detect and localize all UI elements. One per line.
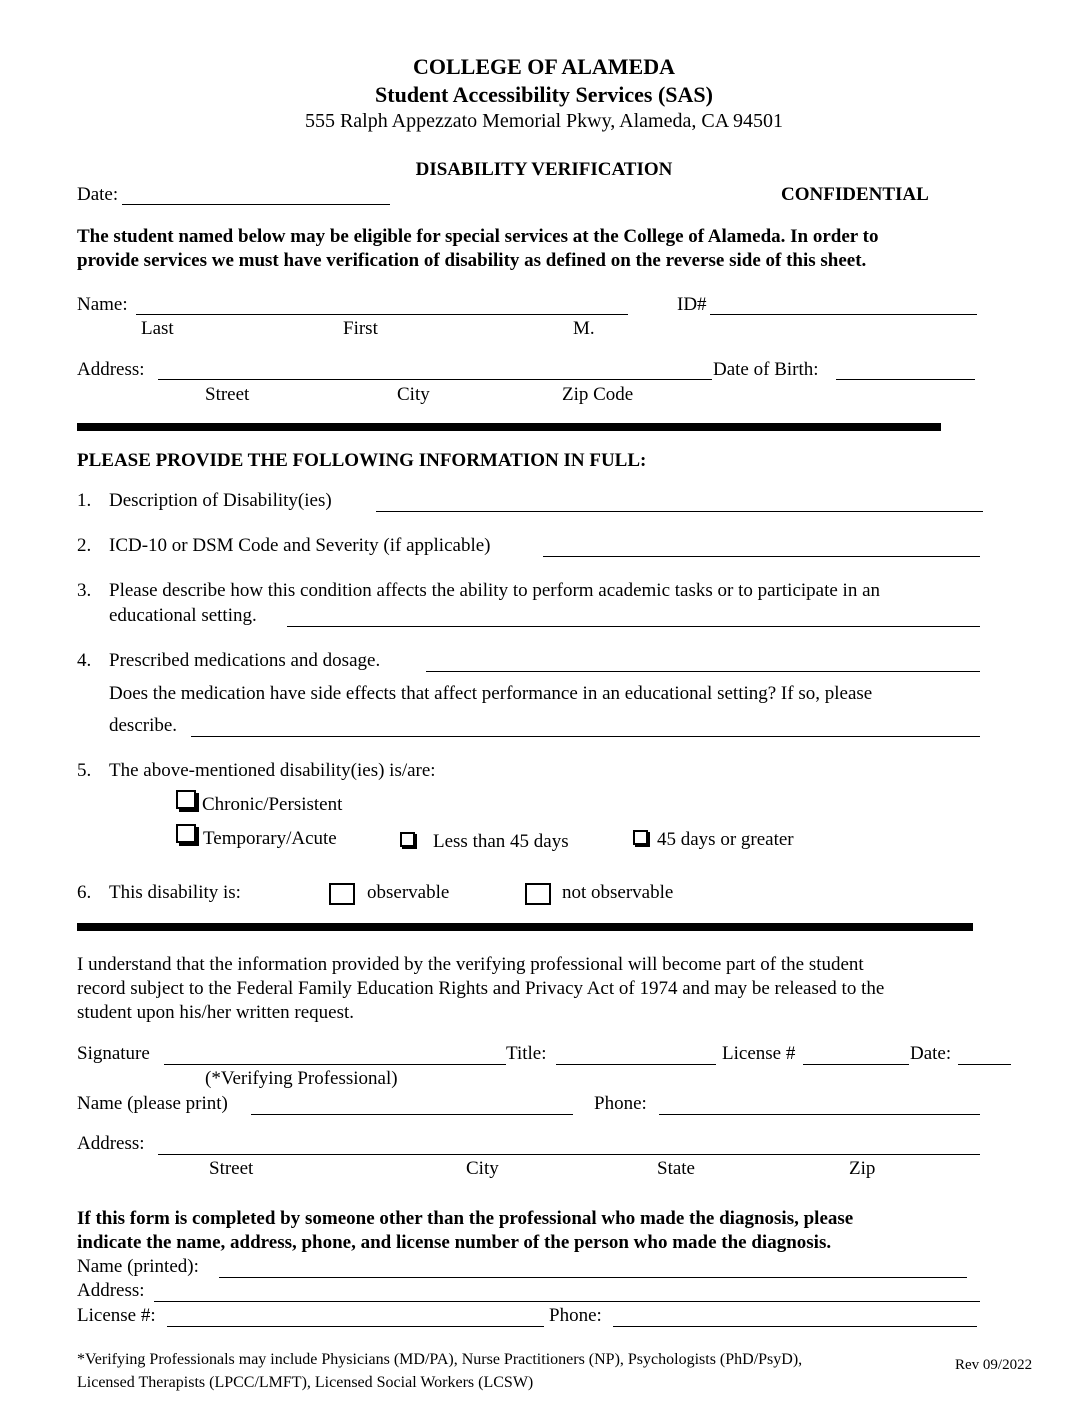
- sub-label-last: Last: [141, 318, 174, 339]
- temporary-label: Temporary/Acute: [203, 828, 337, 849]
- other-license-field[interactable]: [167, 1326, 544, 1327]
- sub-label-city: City: [397, 384, 430, 405]
- q2-number: 2.: [77, 535, 92, 556]
- sub-label-first: First: [343, 318, 378, 339]
- not-observable-label: not observable: [562, 882, 674, 903]
- consent-line-1: I understand that the information provided by the verifying professional will become part of the student: [77, 954, 864, 975]
- temporary-checkbox[interactable]: [176, 824, 196, 843]
- other-license-label: License #:: [77, 1305, 156, 1326]
- q4-field[interactable]: [426, 671, 980, 672]
- other-address-label: Address:: [77, 1280, 145, 1301]
- q3-field[interactable]: [287, 626, 980, 627]
- student-address-field[interactable]: [158, 379, 712, 380]
- student-id-field[interactable]: [710, 314, 977, 315]
- q4-sub-line-1: Does the medication have side effects that affect performance in an educational setting? If so, please: [109, 683, 873, 704]
- other-phone-label: Phone:: [549, 1305, 602, 1326]
- signature-label: Signature: [77, 1043, 150, 1064]
- q5-label: The above-mentioned disability(ies) is/are:: [109, 760, 436, 781]
- title-field[interactable]: [556, 1064, 716, 1065]
- section-heading: PLEASE PROVIDE THE FOLLOWING INFORMATION IN FULL:: [77, 450, 647, 471]
- chronic-checkbox[interactable]: [176, 790, 196, 809]
- revision-label: Rev 09/2022: [955, 1357, 1033, 1373]
- professional-sub-city: City: [466, 1158, 499, 1179]
- q3-number: 3.: [77, 580, 92, 601]
- license-field[interactable]: [803, 1064, 909, 1065]
- other-phone-field[interactable]: [613, 1326, 977, 1327]
- student-address-label: Address:: [77, 359, 145, 380]
- date-label: Date:: [77, 184, 119, 205]
- professional-address-label: Address:: [77, 1133, 145, 1154]
- observable-checkbox[interactable]: [329, 883, 355, 905]
- q6-number: 6.: [77, 882, 92, 903]
- 45-days-or-greater-label: 45 days or greater: [657, 829, 794, 850]
- q1-label: Description of Disability(ies): [109, 490, 332, 511]
- intro-line-2: provide services we must have verification of disability as defined on the reverse side of this sheet.: [77, 250, 867, 271]
- observable-label: observable: [367, 882, 450, 903]
- q3-label-line-1: Please describe how this condition affects the ability to perform academic tasks or to participate in an: [109, 580, 881, 601]
- other-name-field[interactable]: [219, 1277, 967, 1278]
- professional-phone-label: Phone:: [594, 1093, 647, 1114]
- professional-address-field[interactable]: [158, 1154, 980, 1155]
- professional-name-label: Name (please print): [77, 1093, 228, 1114]
- form-title: DISABILITY VERIFICATION: [415, 159, 673, 180]
- other-note-line-1: If this form is completed by someone other than the professional who made the diagnosis, please: [77, 1208, 854, 1229]
- professional-sub-street: Street: [209, 1158, 254, 1179]
- signature-field[interactable]: [164, 1064, 506, 1065]
- student-id-label: ID#: [677, 294, 707, 315]
- q1-number: 1.: [77, 490, 92, 511]
- professional-phone-field[interactable]: [659, 1114, 980, 1115]
- intro-line-1: The student named below may be eligible for special services at the College of Alameda. In order to: [77, 226, 879, 247]
- license-label: License #: [722, 1043, 796, 1064]
- footer-note-line-1: *Verifying Professionals may include Physicians (MD/PA), Nurse Practitioners (NP), Psychologists (PhD/PsyD),: [77, 1351, 803, 1368]
- other-address-field[interactable]: [154, 1301, 980, 1302]
- q4-side-effects-field[interactable]: [191, 736, 980, 737]
- less-than-45-days-checkbox[interactable]: [400, 832, 415, 847]
- q2-field[interactable]: [543, 556, 980, 557]
- other-name-label: Name (printed):: [77, 1256, 199, 1277]
- date-field[interactable]: [122, 204, 390, 205]
- 45-days-or-greater-checkbox[interactable]: [633, 830, 648, 845]
- less-than-45-days-label: Less than 45 days: [433, 831, 569, 852]
- sub-label-zip: Zip Code: [562, 384, 634, 405]
- dob-field[interactable]: [836, 379, 975, 380]
- q4-label: Prescribed medications and dosage.: [109, 650, 381, 671]
- q6-label: This disability is:: [109, 882, 241, 903]
- sub-label-middle: M.: [573, 318, 595, 339]
- signature-date-field[interactable]: [958, 1064, 1011, 1065]
- dob-label: Date of Birth:: [713, 359, 819, 380]
- professional-name-field[interactable]: [251, 1114, 573, 1115]
- q4-number: 4.: [77, 650, 92, 671]
- q5-number: 5.: [77, 760, 92, 781]
- title-label: Title:: [506, 1043, 547, 1064]
- consent-line-2: record subject to the Federal Family Education Rights and Privacy Act of 1974 and may be released to the: [77, 978, 885, 999]
- verifying-professional-note: (*Verifying Professional): [205, 1068, 398, 1089]
- footer-note-line-2: Licensed Therapists (LPCC/LMFT), Licensed Social Workers (LCSW): [77, 1374, 534, 1391]
- confidential-label: CONFIDENTIAL: [781, 184, 929, 205]
- professional-sub-state: State: [657, 1158, 695, 1179]
- signature-date-label: Date:: [910, 1043, 952, 1064]
- other-note-line-2: indicate the name, address, phone, and license number of the person who made the diagnosis.: [77, 1232, 832, 1253]
- student-name-field[interactable]: [136, 314, 628, 315]
- student-name-label: Name:: [77, 294, 128, 315]
- section-divider: [77, 423, 941, 431]
- chronic-label: Chronic/Persistent: [202, 794, 343, 815]
- department-name: Student Accessibility Services (SAS): [375, 82, 713, 107]
- department-address: 555 Ralph Appezzato Memorial Pkwy, Alameda, CA 94501: [304, 110, 784, 132]
- q4-sub-line-2: describe.: [109, 715, 178, 736]
- section-divider-2: [77, 923, 973, 931]
- q1-field[interactable]: [376, 511, 983, 512]
- not-observable-checkbox[interactable]: [525, 883, 551, 905]
- sub-label-street: Street: [205, 384, 250, 405]
- institution-name: COLLEGE OF ALAMEDA: [413, 54, 675, 79]
- consent-line-3: student upon his/her written request.: [77, 1002, 355, 1023]
- q2-label: ICD-10 or DSM Code and Severity (if applicable): [109, 535, 491, 556]
- q3-label-line-2: educational setting.: [109, 605, 257, 626]
- professional-sub-zip: Zip: [849, 1158, 876, 1179]
